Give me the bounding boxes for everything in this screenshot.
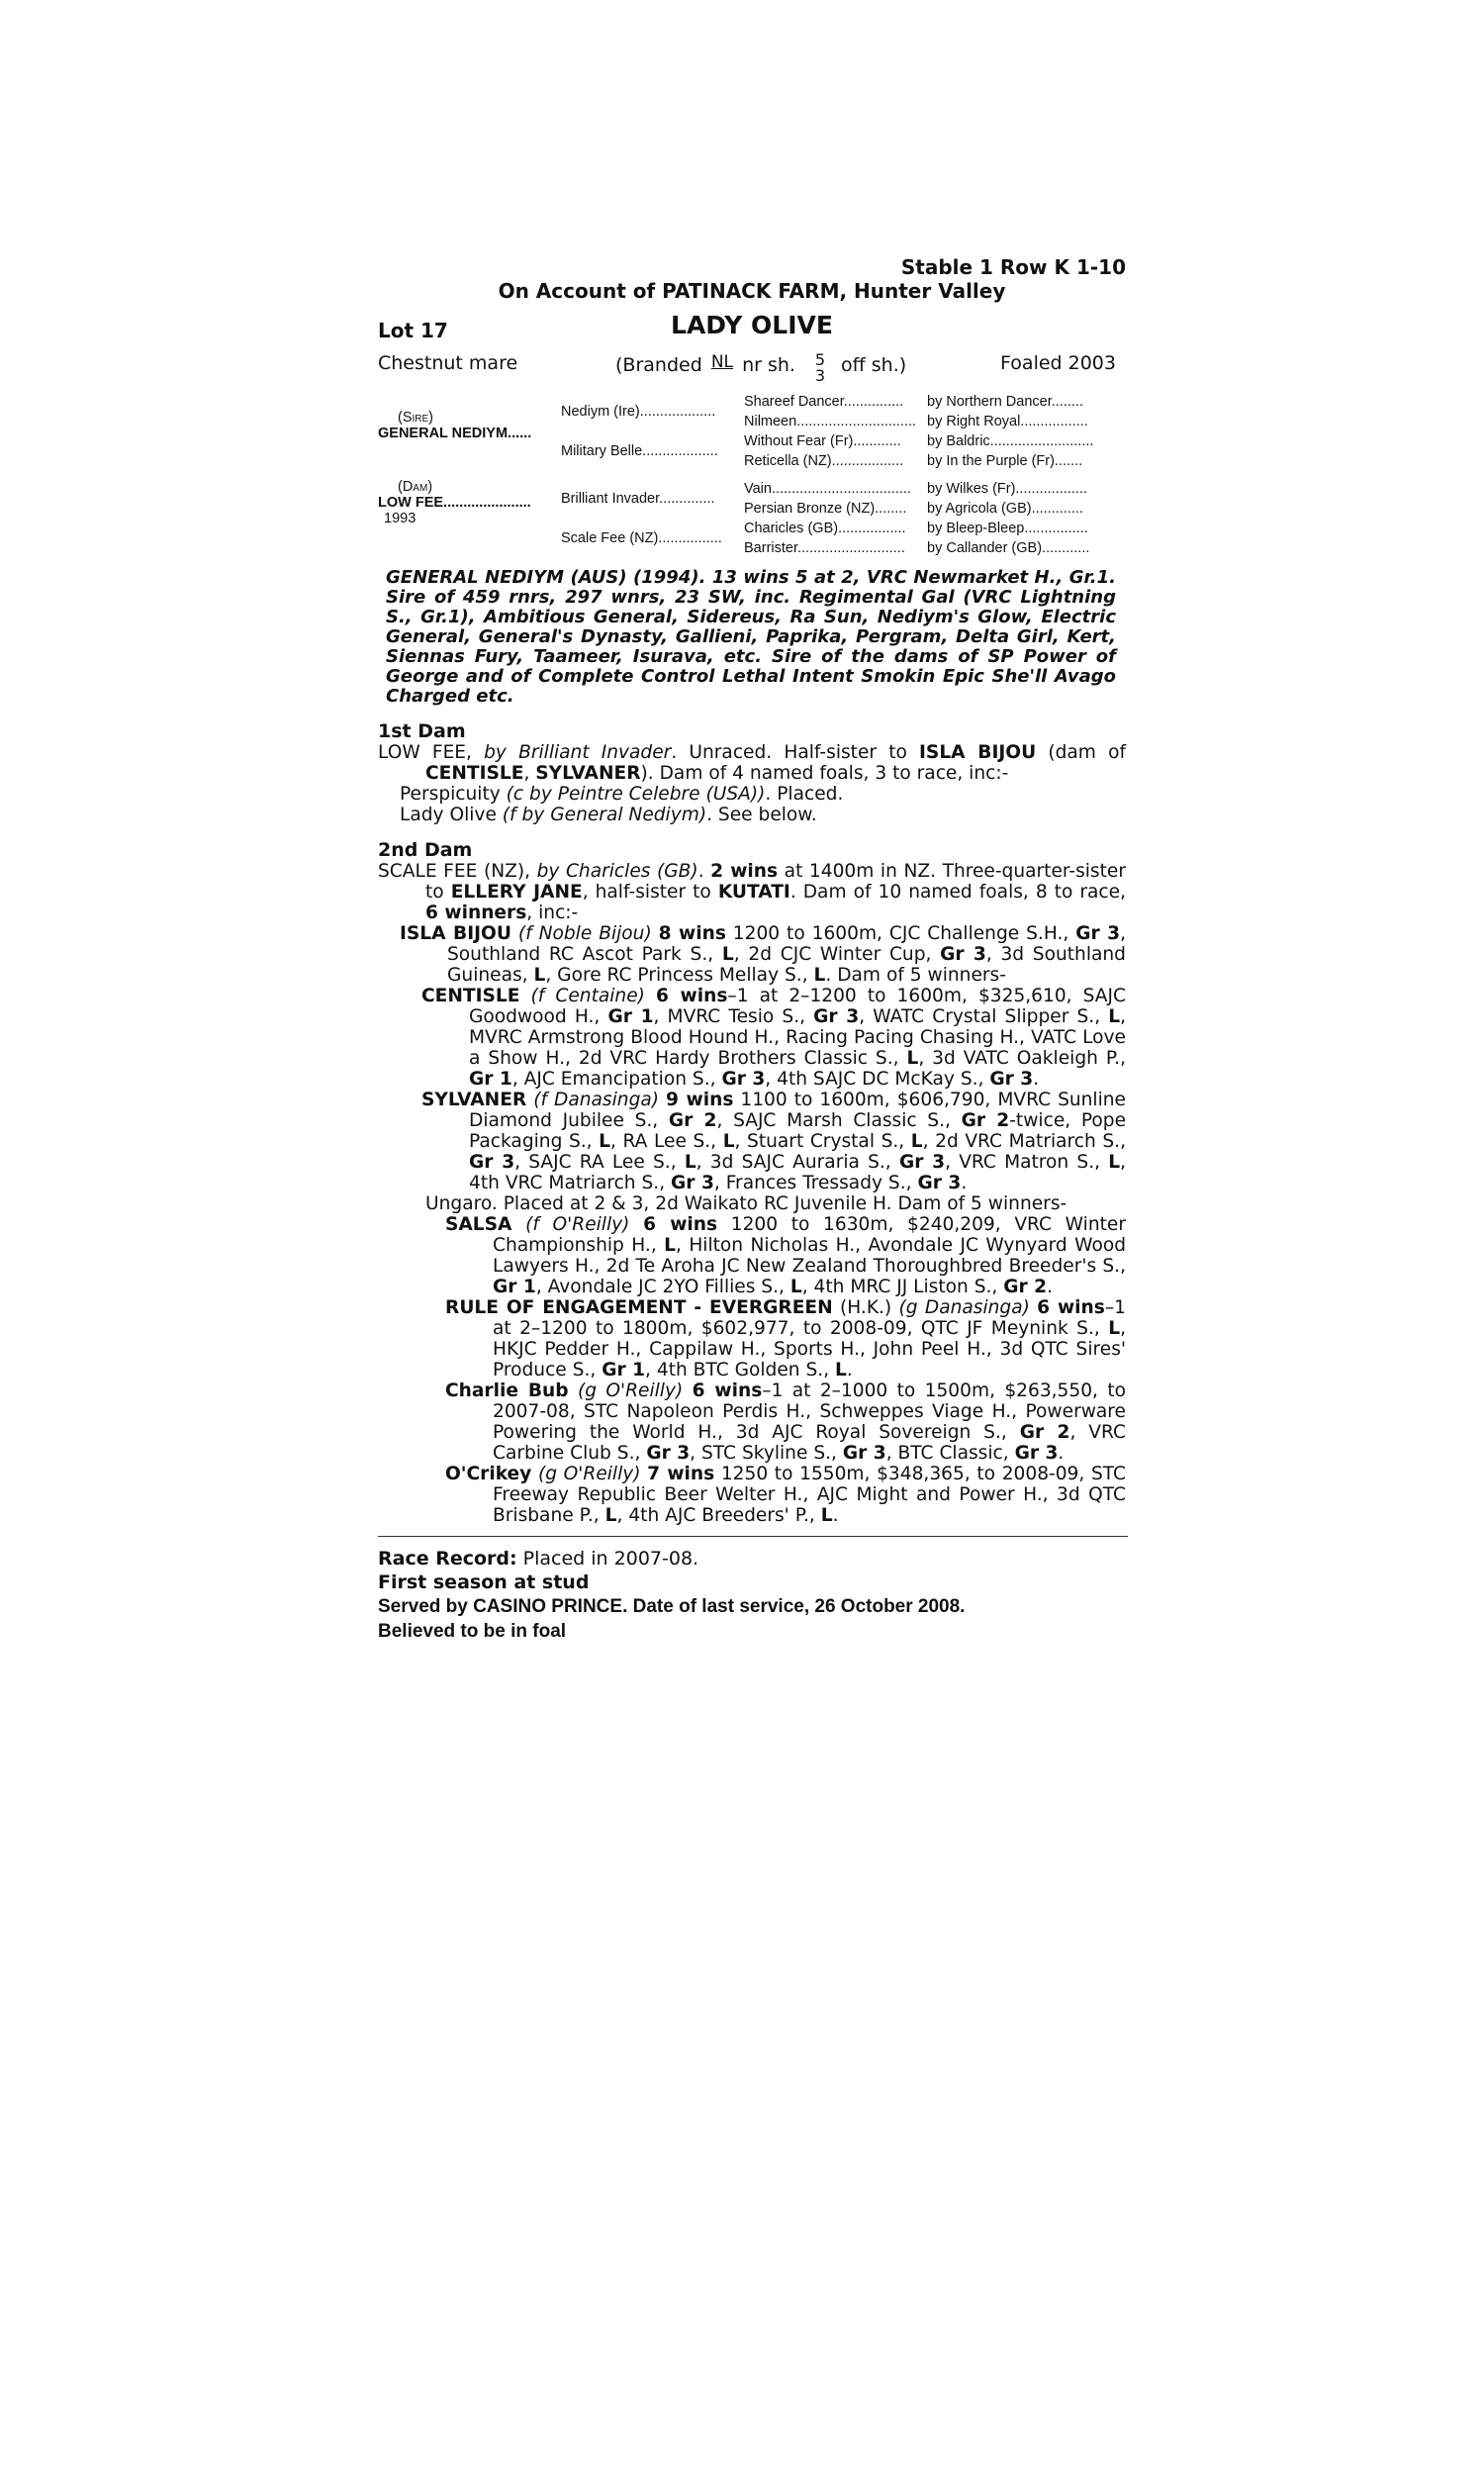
salsa-d: Gr 1	[493, 1277, 536, 1297]
ped-ggg2: by Right Royal.................	[927, 414, 1088, 429]
syl-u: , Frances Tressady S.,	[713, 1173, 918, 1193]
fd-t1: LOW FEE,	[378, 742, 485, 763]
lot-row	[378, 311, 1126, 342]
produce-centisle	[378, 986, 1126, 1090]
pedigree-table	[378, 392, 1105, 558]
salsa-wins: 6 wins	[643, 1214, 718, 1235]
sd-t1: SCALE FEE (NZ),	[378, 861, 537, 882]
cb-c: , VRC Carbine Club S.,	[493, 1422, 1126, 1464]
brand-off: off sh.)	[841, 354, 907, 376]
brand-number-bottom: 3	[814, 366, 826, 385]
dam-dam: Scale Fee (NZ)................	[561, 530, 722, 546]
cent-l: Gr 3	[721, 1069, 766, 1090]
roe-name: RULE OF ENGAGEMENT - EVERGREEN	[445, 1297, 833, 1318]
foal-perspicuity	[378, 784, 1126, 805]
cb-d: Gr 3	[646, 1443, 691, 1464]
syl-e: -twice, Pope Packaging S.,	[469, 1110, 1127, 1152]
ped-ggg4: by In the Purple (Fr).......	[927, 453, 1083, 469]
roe-g: .	[846, 1360, 853, 1380]
syl-n: L	[684, 1152, 696, 1173]
ped-gg6: Persian Bronze (NZ)........	[744, 501, 907, 517]
race-record-value: Placed in 2007-08.	[516, 1548, 699, 1570]
cb-h: Gr 3	[1014, 1443, 1059, 1464]
syl-k: , 2d VRC Matriarch S.,	[922, 1131, 1126, 1152]
sd-t4: 2 wins	[710, 861, 779, 882]
salsa-i: .	[1047, 1277, 1054, 1297]
horse-colour: Chestnut mare	[378, 352, 518, 374]
cent-a: –1 at 2–1200 to 1600m, $325,610, SAJC Goodwood H.,	[469, 986, 1126, 1027]
isla-c: , Southland RC Ascot Park S.,	[447, 923, 1127, 965]
sd-t3: .	[697, 861, 711, 882]
produce-ungaro: Ungaro. Placed at 2 & 3, 2d Waikato RC Juvenile H. Dam of 5 winners-	[425, 1193, 1067, 1214]
oc-sex: (g O'Reilly)	[531, 1464, 648, 1484]
vendor-account: On Account of PATINACK FARM, Hunter Valley	[498, 279, 1006, 303]
syl-a: 1100 to 1600m, $606,790, MVRC Sunline Diamond Jubilee S.,	[469, 1090, 1126, 1131]
ped-ggg5: by Wilkes (Fr)..................	[927, 481, 1087, 497]
brand-mark: NL	[710, 352, 734, 372]
cent-h: L	[906, 1048, 919, 1069]
produce-salsa	[378, 1214, 1126, 1297]
salsa-c: , Hilton Nicholas H., Avondale JC Wynyard Wood Lawyers H., 2d Te Aroha JC New Zealand Thoroughbred Breeder's S.,	[493, 1235, 1126, 1277]
syl-sex: (f Danasinga)	[526, 1090, 667, 1110]
syl-p: Gr 3	[898, 1152, 946, 1173]
dam-name: LOW FEE......................	[378, 495, 531, 511]
believed-in-foal: Believed to be in foal	[378, 1621, 567, 1642]
cb-sex: (g O'Reilly)	[568, 1380, 693, 1401]
cent-e: , WATC Crystal Slipper S.,	[859, 1006, 1109, 1027]
syl-w: .	[961, 1173, 968, 1193]
foal2-b: (f by General Nediym)	[502, 805, 707, 825]
roe-f: L	[835, 1360, 847, 1380]
ped-gg5: Vain...................................	[744, 481, 911, 497]
cb-g: , BTC Classic,	[885, 1443, 1015, 1464]
sd-t6: ELLERY JANE	[450, 882, 583, 903]
lot-entry	[378, 255, 1126, 1644]
produce-rule-of-engagement	[378, 1297, 1126, 1380]
ped-ggg8: by Callander (GB)............	[927, 540, 1090, 556]
ped-gg3: Without Fear (Fr)............	[744, 433, 901, 449]
roe-wins: 6 wins	[1037, 1297, 1105, 1318]
syl-j: L	[910, 1131, 923, 1152]
ped-ggg6: by Agricola (GB).............	[927, 501, 1083, 517]
cb-b: Gr 2	[1019, 1422, 1070, 1443]
isla-g: , 3d Southland Guineas,	[447, 944, 1126, 986]
salsa-e: , Avondale JC 2YO Fillies S.,	[535, 1277, 790, 1297]
roe-sex: (g Danasinga)	[898, 1297, 1038, 1318]
first-dam-heading: 1st Dam	[378, 720, 466, 742]
fd-t5: (dam of	[1036, 742, 1126, 763]
syl-i: , Stuart Crystal S.,	[734, 1131, 911, 1152]
fd-t2: by Brilliant Invader	[484, 742, 672, 763]
foal-lady-olive	[378, 805, 1126, 825]
salsa-name: SALSA	[445, 1214, 512, 1235]
ped-ggg7: by Bleep-Bleep................	[927, 521, 1088, 536]
cent-d: Gr 3	[813, 1006, 860, 1027]
brand-number-top: 5	[814, 350, 826, 369]
isla-k: . Dam of 5 winners-	[825, 965, 1006, 986]
cent-m: , 4th SAJC DC McKay S.,	[765, 1069, 990, 1090]
cent-o: .	[1033, 1069, 1040, 1090]
cb-name: Charlie Bub	[445, 1380, 569, 1401]
dam-cell	[378, 479, 561, 558]
syl-name: SYLVANER	[421, 1090, 527, 1110]
syl-m: , SAJC RA Lee S.,	[514, 1152, 685, 1173]
produce-charlie-bub	[378, 1380, 1126, 1464]
roe-e: , 4th BTC Golden S.,	[645, 1360, 836, 1380]
syl-q: , VRC Matron S.,	[945, 1152, 1109, 1173]
oc-wins: 7 wins	[647, 1464, 715, 1484]
race-record	[378, 1547, 1126, 1570]
cent-c: , MVRC Tesio S.,	[653, 1006, 814, 1027]
syl-c: , SAJC Marsh Classic S.,	[716, 1110, 962, 1131]
cb-i: .	[1058, 1443, 1065, 1464]
fd-t6: CENTISLE	[425, 763, 524, 784]
sire-dam: Military Belle...................	[561, 443, 718, 459]
syl-wins: 9 wins	[666, 1090, 734, 1110]
cb-e: , STC Skyline S.,	[690, 1443, 843, 1464]
syl-g: , RA Lee S.,	[610, 1131, 723, 1152]
foaled-year: Foaled 2003	[1000, 352, 1116, 374]
sire-sire: Nediym (Ire)...................	[561, 404, 716, 420]
isla-i: , Gore RC Princess Mellay S.,	[545, 965, 814, 986]
cent-sex: (f Centaine)	[519, 986, 656, 1006]
roe-a: –1 at 2–1200 to 1800m, $602,977, to 2008-09, QTC JF Meynink S.,	[493, 1297, 1126, 1339]
sd-t8: KUTATI	[717, 882, 790, 903]
race-record-label: Race Record:	[378, 1548, 517, 1570]
syl-s: , 4th VRC Matriarch S.,	[469, 1152, 1127, 1193]
dam-label: (Dam)	[398, 479, 433, 495]
ped-gg7: Charicles (GB).................	[744, 521, 906, 536]
cent-j: Gr 1	[469, 1069, 512, 1090]
isla-j: L	[813, 965, 826, 986]
isla-name: ISLA BIJOU	[400, 923, 511, 944]
sd-t7: , half-sister to	[582, 882, 718, 903]
fd-t3: . Unraced. Half-sister to	[671, 742, 920, 763]
oc-b: L	[604, 1505, 617, 1526]
produce-isla-bijou	[378, 923, 1126, 986]
sd-t5: at 1400m in NZ. Three-quarter-sister to	[425, 861, 1126, 903]
isla-wins: 8 wins	[658, 923, 726, 944]
syl-h: L	[722, 1131, 735, 1152]
syl-r: L	[1108, 1152, 1121, 1173]
sire-label: (Sire)	[398, 410, 433, 426]
cent-wins: 6 wins	[655, 986, 728, 1006]
salsa-b: L	[664, 1235, 676, 1256]
isla-a: 1200 to 1600m, CJC Challenge S.H.,	[725, 923, 1076, 944]
syl-l: Gr 3	[469, 1152, 515, 1173]
cent-k: , AJC Emancipation S.,	[511, 1069, 722, 1090]
salsa-a: 1200 to 1630m, $240,209, VRC Winter Championship H.,	[493, 1214, 1126, 1256]
lot-number: Lot 17	[378, 319, 448, 342]
produce-sylvaner	[378, 1090, 1126, 1193]
sire-cell	[378, 392, 561, 471]
foal1-a: Perspicuity	[400, 784, 507, 805]
cent-g: , MVRC Armstrong Blood Hound H., Racing Pacing Chasing H., VATC Love a Show H., 2d VRC Hardy Brothers Classic S.,	[469, 1006, 1127, 1069]
sd-t9: . Dam of 10 named foals, 8 to race,	[789, 882, 1126, 903]
ped-ggg3: by Baldric..........................	[927, 433, 1094, 449]
salsa-f: L	[789, 1277, 802, 1297]
fd-t8: SYLVANER	[535, 763, 641, 784]
sire-summary: GENERAL NEDIYM (AUS) (1994). 13 wins 5 at 2, VRC Newmarket H., Gr.1. Sire of 459 rnrs, 297 wnrs, 23 SW, inc. Regimental Gal (VRC Lightning S., Gr.1), Ambitious General, Sidereus, Ra Sun, Nediym's Glow, Electric General, General's Dynasty, Gallieni, Paprika, Pergram, Delta Girl, Kert, Siennas Fury, Taameer, Isurava, etc. Sire of the dams of SP Power of George and of Complete Control Lethal Intent Smokin Epic She'll Avago Charged etc.	[386, 567, 1116, 707]
brand-open: (Branded	[615, 354, 702, 376]
oc-name: O'Crikey	[445, 1464, 532, 1484]
cent-f: L	[1108, 1006, 1121, 1027]
description-row	[378, 342, 1126, 385]
isla-e: , 2d CJC Winter Cup,	[733, 944, 941, 965]
brand-number	[811, 352, 829, 384]
roe-b: L	[1108, 1318, 1121, 1339]
oc-d: L	[820, 1505, 833, 1526]
ped-gg4: Reticella (NZ)..................	[744, 453, 904, 469]
salsa-g: , 4th MRC JJ Liston S.,	[801, 1277, 1004, 1297]
foal1-c: . Placed.	[765, 784, 844, 805]
syl-v: Gr 3	[917, 1173, 962, 1193]
cent-b: Gr 1	[607, 1006, 654, 1027]
dam-year: 1993	[384, 511, 417, 526]
cb-f: Gr 3	[842, 1443, 886, 1464]
cb-a: –1 at 2–1000 to 1500m, $263,550, to 2007-08, STC Napoleon Perdis H., Schweppes Viage H., Powerware Powering the World H., 3d AJC Royal Sovereign S.,	[493, 1380, 1126, 1443]
produce-ocrikey	[378, 1464, 1126, 1526]
first-dam-paragraph	[378, 742, 1126, 784]
second-dam-paragraph	[378, 861, 1126, 923]
brand-info	[615, 352, 906, 384]
sire-name: GENERAL NEDIYM......	[378, 426, 532, 441]
cent-i: , 3d VATC Oakleigh P.,	[918, 1048, 1126, 1069]
served-by: Served by CASINO PRINCE. Date of last service, 26 October 2008.	[378, 1596, 966, 1617]
isla-h: L	[533, 965, 546, 986]
isla-f: Gr 3	[940, 944, 986, 965]
syl-f: L	[599, 1131, 611, 1152]
fd-t7: ,	[523, 763, 536, 784]
ped-gg8: Barrister...........................	[744, 540, 905, 556]
oc-c: , 4th AJC Breeders' P.,	[616, 1505, 821, 1526]
oc-a: 1250 to 1550m, $348,365, to 2008-09, STC Freeway Republic Beer Welter H., AJC Might and Power H., 3d QTC Brisbane P.,	[493, 1464, 1126, 1526]
syl-b: Gr 2	[668, 1110, 717, 1131]
isla-sex: (f Noble Bijou)	[510, 923, 659, 944]
fd-t4: ISLA BIJOU	[919, 742, 1037, 763]
roe-c: , HKJC Pedder H., Cappilaw H., Sports H., John Peel H., 3d QTC Sires' Produce S.,	[493, 1318, 1126, 1380]
foal2-c: . See below.	[706, 805, 817, 825]
foal2-a: Lady Olive	[400, 805, 503, 825]
brand-near: nr sh.	[742, 354, 795, 376]
ped-gg1: Shareef Dancer...............	[744, 394, 904, 410]
first-season: First season at stud	[378, 1571, 590, 1593]
roe-d: Gr 1	[602, 1360, 646, 1380]
horse-name: LADY OLIVE	[671, 311, 833, 339]
stable-location: Stable 1 Row K 1-10	[900, 255, 1126, 279]
fd-t9: ). Dam of 4 named foals, 3 to race, inc:-	[640, 763, 1009, 784]
cb-wins: 6 wins	[692, 1380, 763, 1401]
sd-t11: , inc:-	[526, 903, 579, 923]
roe-hk: (H.K.)	[832, 1297, 899, 1318]
syl-o: , 3d SAJC Auraria S.,	[696, 1152, 899, 1173]
salsa-sex: (f O'Reilly)	[511, 1214, 644, 1235]
cent-name: CENTISLE	[421, 986, 520, 1006]
isla-b: Gr 3	[1075, 923, 1121, 944]
syl-d: Gr 2	[961, 1110, 1010, 1131]
cent-n: Gr 3	[989, 1069, 1034, 1090]
dam-sire: Brilliant Invader..............	[561, 491, 715, 507]
sd-t10: 6 winners	[425, 903, 527, 923]
salsa-h: Gr 2	[1003, 1277, 1048, 1297]
isla-d: L	[721, 944, 734, 965]
ped-gg2: Nilmeen..............................	[744, 414, 917, 429]
second-dam-heading: 2nd Dam	[378, 839, 473, 861]
foal1-b: (c by Peintre Celebre (USA))	[506, 784, 766, 805]
oc-e: .	[832, 1505, 839, 1526]
sd-t2: by Charicles (GB)	[536, 861, 698, 882]
syl-t: Gr 3	[671, 1173, 714, 1193]
ped-ggg1: by Northern Dancer........	[927, 394, 1083, 410]
